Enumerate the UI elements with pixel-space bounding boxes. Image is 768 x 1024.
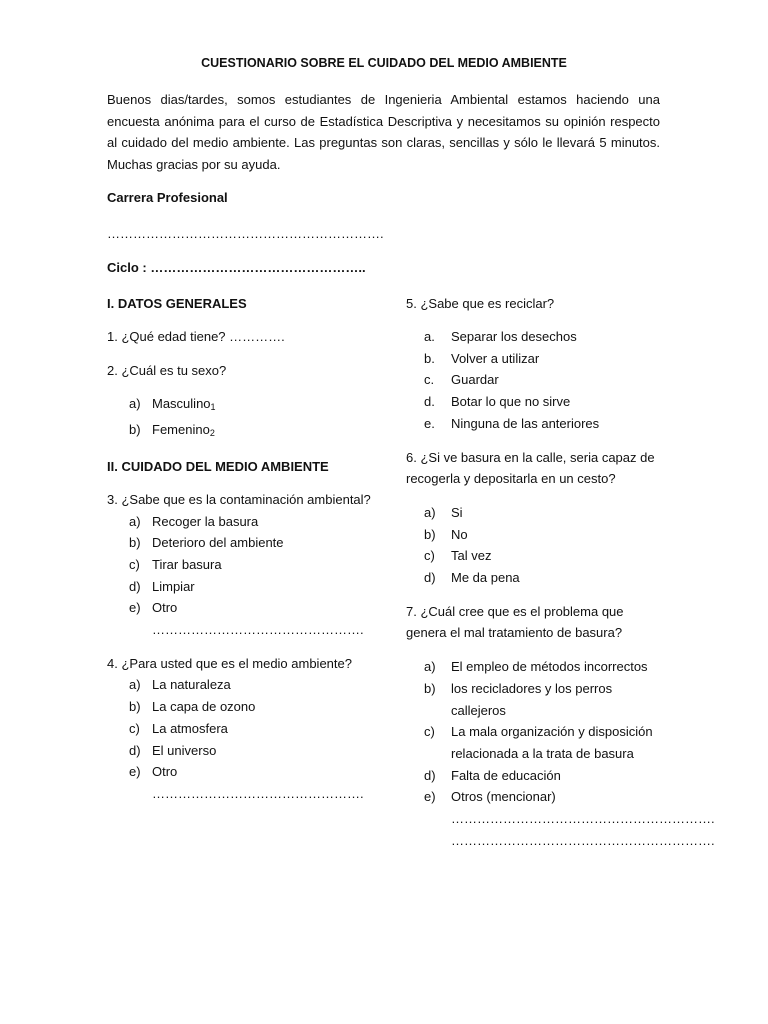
right-column <box>406 294 715 851</box>
question-7-blank-lines <box>406 808 715 851</box>
option-marker: c. <box>424 372 435 388</box>
cycle-label: Ciclo : ………………………………………….. <box>107 260 366 275</box>
option-marker: c) <box>129 720 140 736</box>
option-text: La atmosfera <box>152 720 228 736</box>
option-marker: c) <box>129 556 140 572</box>
option-marker: b) <box>129 699 141 715</box>
question-1: 1. ¿Qué edad tiene? …………. <box>107 329 285 344</box>
option-marker: e) <box>129 600 141 616</box>
answer-option <box>406 348 662 370</box>
section-2-heading: II. CUIDADO DEL MEDIO AMBIENTE <box>107 458 329 474</box>
answer-option <box>406 786 662 808</box>
option-text: Otros (mencionar) <box>451 789 556 805</box>
answer-option <box>406 545 662 567</box>
option-text: La capa de ozono <box>152 699 256 715</box>
answer-option <box>406 326 662 348</box>
answer-option <box>406 567 662 589</box>
option-marker: d) <box>129 742 141 758</box>
option-code-subscript: 1 <box>210 402 216 413</box>
question-4-options <box>107 674 377 804</box>
option-marker: d) <box>424 767 436 783</box>
option-text: El empleo de métodos incorrectos <box>451 659 648 675</box>
option-text: Limpiar <box>152 578 195 594</box>
answer-blank-line: ……………………………………………………. <box>451 832 715 848</box>
option-code-subscript: 2 <box>209 428 215 439</box>
section-1-heading: I. DATOS GENERALES <box>107 296 247 311</box>
left-column <box>107 294 377 805</box>
option-text: Tirar basura <box>152 556 222 572</box>
answer-option <box>406 502 662 524</box>
career-label: Carrera Profesional <box>107 190 228 205</box>
option-text: El universo <box>152 742 217 758</box>
question-4: 4. ¿Para usted que es el medio ambiente? <box>107 655 352 671</box>
question-7: 7. ¿Cuál cree que es el problema que genera el mal tratamiento de basura? <box>406 603 624 641</box>
option-text: Otro …………………………………………. <box>152 600 364 638</box>
option-marker: b) <box>129 422 141 438</box>
option-text: No <box>451 526 468 542</box>
option-text: Masculino <box>152 396 211 412</box>
option-marker: c) <box>424 548 435 564</box>
option-marker: a) <box>129 513 141 529</box>
option-text: La mala organización y disposición relacionada a la trata de basura <box>451 724 653 761</box>
answer-option <box>406 765 662 787</box>
option-marker: a) <box>129 677 141 693</box>
question-5: 5. ¿Sabe que es reciclar? <box>406 296 555 311</box>
option-text: La naturaleza <box>152 677 231 693</box>
option-text: Guardar <box>451 372 499 388</box>
question-5-options <box>406 326 662 435</box>
option-text: Otro …………………………………………. <box>152 764 364 801</box>
option-text: Femenino <box>152 422 210 438</box>
option-text: Ninguna de las anteriores <box>451 415 600 431</box>
option-text: Si <box>451 504 463 520</box>
answer-blank-line: ……………………………………………………. <box>451 811 715 827</box>
answer-option <box>406 678 662 721</box>
option-marker: d) <box>129 578 141 594</box>
option-text: Volver a utilizar <box>451 350 540 366</box>
option-text: Recoger la basura <box>152 513 259 529</box>
option-marker: e) <box>424 789 436 805</box>
answer-option <box>107 597 377 640</box>
option-text: los recicladores y los perros callejeros <box>451 680 613 718</box>
answer-option <box>107 511 377 533</box>
option-marker: d) <box>424 570 436 586</box>
question-2-options <box>107 393 377 444</box>
answer-option <box>406 656 662 678</box>
option-text: Me da pena <box>451 570 520 586</box>
option-marker: e. <box>424 415 435 431</box>
option-marker: d. <box>424 394 435 410</box>
option-text: Botar lo que no sirve <box>451 394 571 410</box>
option-marker: a) <box>424 504 436 520</box>
option-text: Deterioro del ambiente <box>152 535 284 551</box>
option-text: Falta de educación <box>451 767 561 783</box>
answer-option <box>107 393 377 419</box>
option-marker: c) <box>424 724 435 740</box>
answer-option <box>406 524 662 546</box>
question-6: 6. ¿Si ve basura en la calle, seria capaz de recogerla y depositarla en un cesto? <box>406 449 655 487</box>
answer-option <box>107 554 377 576</box>
page-title: CUESTIONARIO SOBRE EL CUIDADO DEL MEDIO AMBIENTE <box>201 56 567 70</box>
intro-paragraph: Buenos dias/tardes, somos estudiantes de Ingenieria Ambiental estamos haciendo una encuesta anónima para el curso de Estadística Descriptiva y necesitamos su opinión respecto al cuidado del medio ambiente. Las preguntas son claras, sencillas y sólo le llevará 5 minutos. Muchas gracias por su ayuda. <box>107 92 660 173</box>
question-7-options <box>406 656 662 808</box>
answer-option <box>406 369 662 391</box>
option-marker: e) <box>129 764 141 780</box>
answer-option <box>107 718 377 740</box>
option-marker: a) <box>129 396 141 412</box>
question-3-options <box>107 511 377 641</box>
option-marker: a) <box>424 659 436 675</box>
answer-option <box>107 696 377 718</box>
answer-option <box>107 740 377 762</box>
option-marker: b) <box>424 526 436 542</box>
question-2: 2. ¿Cuál es tu sexo? <box>107 362 227 378</box>
option-marker: b) <box>129 535 141 551</box>
answer-option <box>107 674 377 696</box>
option-text: Tal vez <box>451 548 492 564</box>
option-marker: b) <box>424 680 436 696</box>
answer-option <box>406 391 662 413</box>
answer-option <box>107 576 377 598</box>
answer-option <box>406 721 662 764</box>
option-marker: b. <box>424 350 435 366</box>
option-text: Separar los desechos <box>451 329 577 344</box>
question-3: 3. ¿Sabe que es la contaminación ambiental? <box>107 491 371 507</box>
answer-option <box>107 532 377 554</box>
answer-option <box>406 413 662 435</box>
question-6-options <box>406 502 662 589</box>
option-marker: a. <box>424 329 435 344</box>
career-blank-line: ………………………………………………………. <box>107 226 384 241</box>
answer-option <box>107 761 377 804</box>
answer-option <box>107 419 377 445</box>
